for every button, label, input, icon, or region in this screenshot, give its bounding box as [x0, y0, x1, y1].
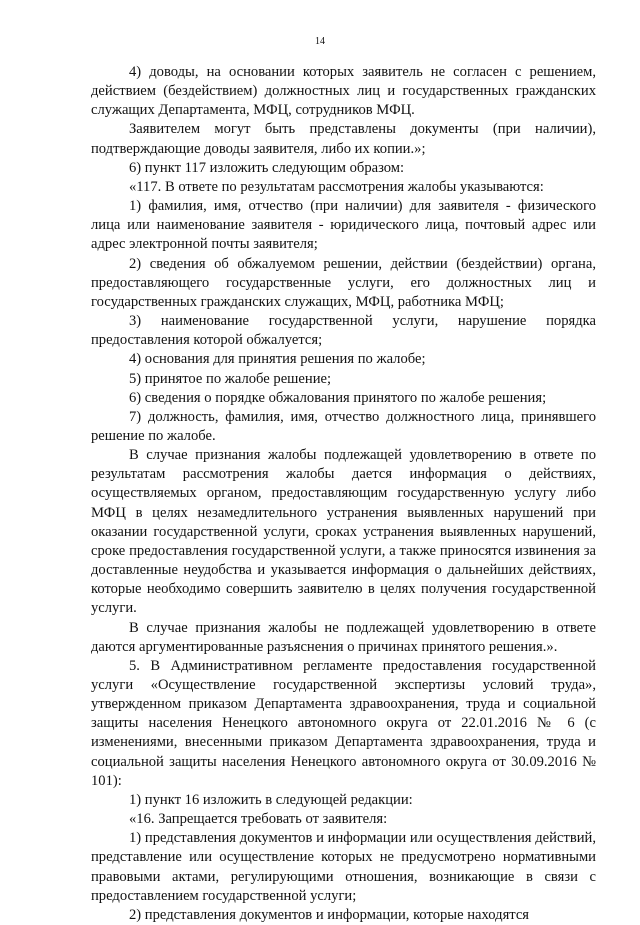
paragraph: «117. В ответе по результатам рассмотрения жалобы указываются:	[129, 178, 544, 195]
paragraph: 7) должность, фамилия, имя, отчество должностного лица, принявшего решение по жалобе.	[91, 408, 596, 444]
paragraph: Заявителем могут быть представлены документы (при наличии), подтверждающие доводы заявителя, либо их копии.»;	[91, 121, 596, 157]
paragraph: 1) представления документов и информации или осуществления действий, представление или осуществление которых не предусмотрено нормативными правовыми актами, регулирующими отношения, возникающие в связи с предоставлением государственной услуги;	[91, 830, 596, 904]
paragraph: «16. Запрещается требовать от заявителя:	[129, 811, 388, 828]
paragraph: 3) наименование государственной услуги, нарушение порядка предоставления которой обжалуется;	[91, 313, 596, 349]
paragraph: В случае признания жалобы подлежащей удовлетворению в ответе по результатам рассмотрения жалобы дается информация о действиях, осуществляемых органом, предоставляющим государственную услугу либо МФЦ в целях незамедлительного устранения выявленных нарушений при оказании государственной услуги, сроках устранения выявленных нарушений, сроке предоставления государственной услуги, а также приносятся извинения за доставленные неудобства и указывается информация о дальнейших действиях, которые необходимо совершить заявителю в целях получения государственной услуги.	[91, 447, 596, 617]
page-number: 14	[315, 36, 325, 47]
paragraph: 5) принятое по жалобе решение;	[129, 370, 332, 387]
paragraph: 1) пункт 16 изложить в следующей редакции:	[129, 791, 413, 808]
paragraph: 4) доводы, на основании которых заявитель не согласен с решением, действием (бездействием) должностных лиц и государственных гражданских служащих Департамента, МФЦ, сотрудников МФЦ.	[91, 64, 596, 119]
paragraph: 2) представления документов и информации, которые находятся	[129, 906, 530, 923]
paragraph: 2) сведения об обжалуемом решении, действии (бездействии) органа, предоставляющего государственные услуги, его должностных лиц и государственных гражданских служащих, МФЦ, работника МФЦ;	[91, 255, 596, 310]
document-body	[91, 63, 596, 925]
paragraph: 6) пункт 117 изложить следующим образом:	[129, 159, 405, 176]
paragraph: 4) основания для принятия решения по жалобе;	[129, 351, 426, 368]
paragraph: 5. В Административном регламенте предоставления государственной услуги «Осуществление государственной экспертизы условий труда», утвержденном приказом Департамента здравоохранения, труда и социальной защиты населения Ненецкого автономного округа от 22.01.2016 № 6 (с изменениями, внесенными приказом Департамента здравоохранения, труда и социальной защиты населения Ненецкого автономного округа от 30.09.2016 № 101):	[91, 657, 596, 789]
paragraph: 6) сведения о порядке обжалования принятого по жалобе решения;	[129, 389, 547, 406]
paragraph: 1) фамилия, имя, отчество (при наличии) для заявителя - физического лица или наименование заявителя - юридического лица, почтовый адрес или адрес электронной почты заявителя;	[91, 198, 596, 253]
paragraph: В случае признания жалобы не подлежащей удовлетворению в ответе даются аргументированные разъяснения о причинах принятого решения.».	[91, 619, 596, 655]
